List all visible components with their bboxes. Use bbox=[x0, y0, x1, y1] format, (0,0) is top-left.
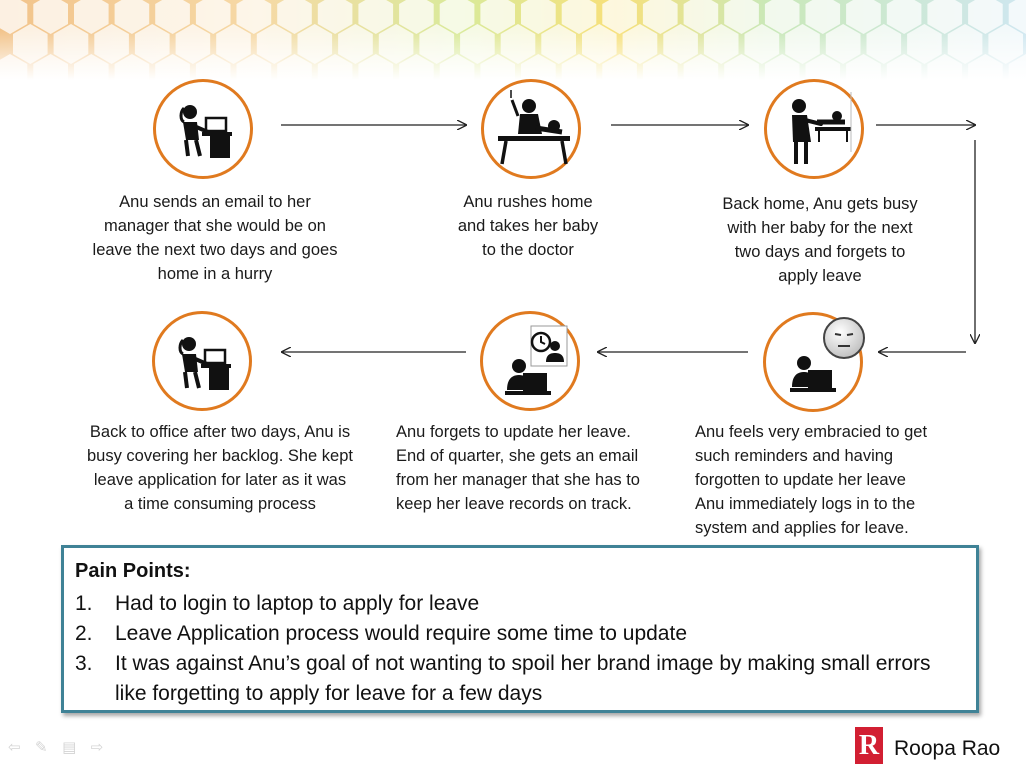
author-logo bbox=[855, 727, 883, 764]
logo-letter: R bbox=[858, 730, 880, 761]
mother-changing-baby-icon bbox=[767, 82, 861, 176]
pain-points-title: Pain Points: bbox=[75, 560, 191, 582]
pain-point-text: It was against Anu’s goal of not wanting to spoil her brand image by making small errors like forgetting to apply for leave for a few days bbox=[115, 652, 931, 705]
person-at-laptop-manager-clock-icon bbox=[483, 314, 577, 408]
pain-point-text: Had to login to laptop to apply for leave bbox=[115, 592, 480, 615]
pain-point-number: 2. bbox=[75, 622, 93, 645]
woman-at-desk-laptop-icon bbox=[155, 314, 249, 408]
doctor-with-baby-icon bbox=[484, 82, 578, 176]
hexagon-banner bbox=[0, 0, 1026, 80]
back-arrow-icon[interactable]: ⇦ bbox=[8, 739, 21, 756]
step-4-caption: Anu feels very embracied to get such reminders and having forgotten to update her leave Anu immediately logs in to the system and applies for leave. bbox=[695, 423, 928, 537]
worried-face-icon bbox=[822, 316, 866, 360]
step-3-caption: Back home, Anu gets busy with her baby for the next two days and forgets to apply leave bbox=[722, 195, 918, 285]
step-1-caption: Anu sends an email to her manager that she would be on leave the next two days and goes home in a hurry bbox=[92, 193, 338, 283]
menu-icon[interactable]: ▤ bbox=[62, 739, 77, 756]
step-5-caption: Anu forgets to update her leave. End of quarter, she gets an email from her manager that she has to keep her leave records on track. bbox=[396, 423, 640, 513]
pain-point-item bbox=[75, 589, 965, 619]
step-5-icon-circle bbox=[480, 311, 580, 411]
pain-point-number: 1. bbox=[75, 592, 93, 615]
step-2-icon-circle bbox=[481, 79, 581, 179]
step-6-icon-circle bbox=[152, 311, 252, 411]
pain-point-item bbox=[75, 619, 965, 649]
step-1-icon-circle bbox=[153, 79, 253, 179]
author-name: Roopa Rao bbox=[894, 737, 1001, 760]
pain-point-number: 3. bbox=[75, 652, 93, 675]
pain-point-item bbox=[75, 649, 965, 709]
forward-arrow-icon[interactable]: ⇨ bbox=[90, 739, 104, 756]
step-2-caption: Anu rushes home and takes her baby to the doctor bbox=[457, 193, 599, 259]
pain-points-box bbox=[61, 545, 979, 713]
pen-icon[interactable]: ✎ bbox=[35, 739, 48, 756]
step-6-caption: Back to office after two days, Anu is busy covering her backlog. She kept leave application for later as it was a time consuming process bbox=[87, 423, 353, 513]
pain-point-text: Leave Application process would require some time to update bbox=[115, 622, 688, 645]
woman-at-desk-laptop-icon bbox=[156, 82, 250, 176]
step-3-icon-circle bbox=[764, 79, 864, 179]
pain-points-list bbox=[75, 589, 965, 709]
slide-nav-controls bbox=[8, 738, 113, 754]
